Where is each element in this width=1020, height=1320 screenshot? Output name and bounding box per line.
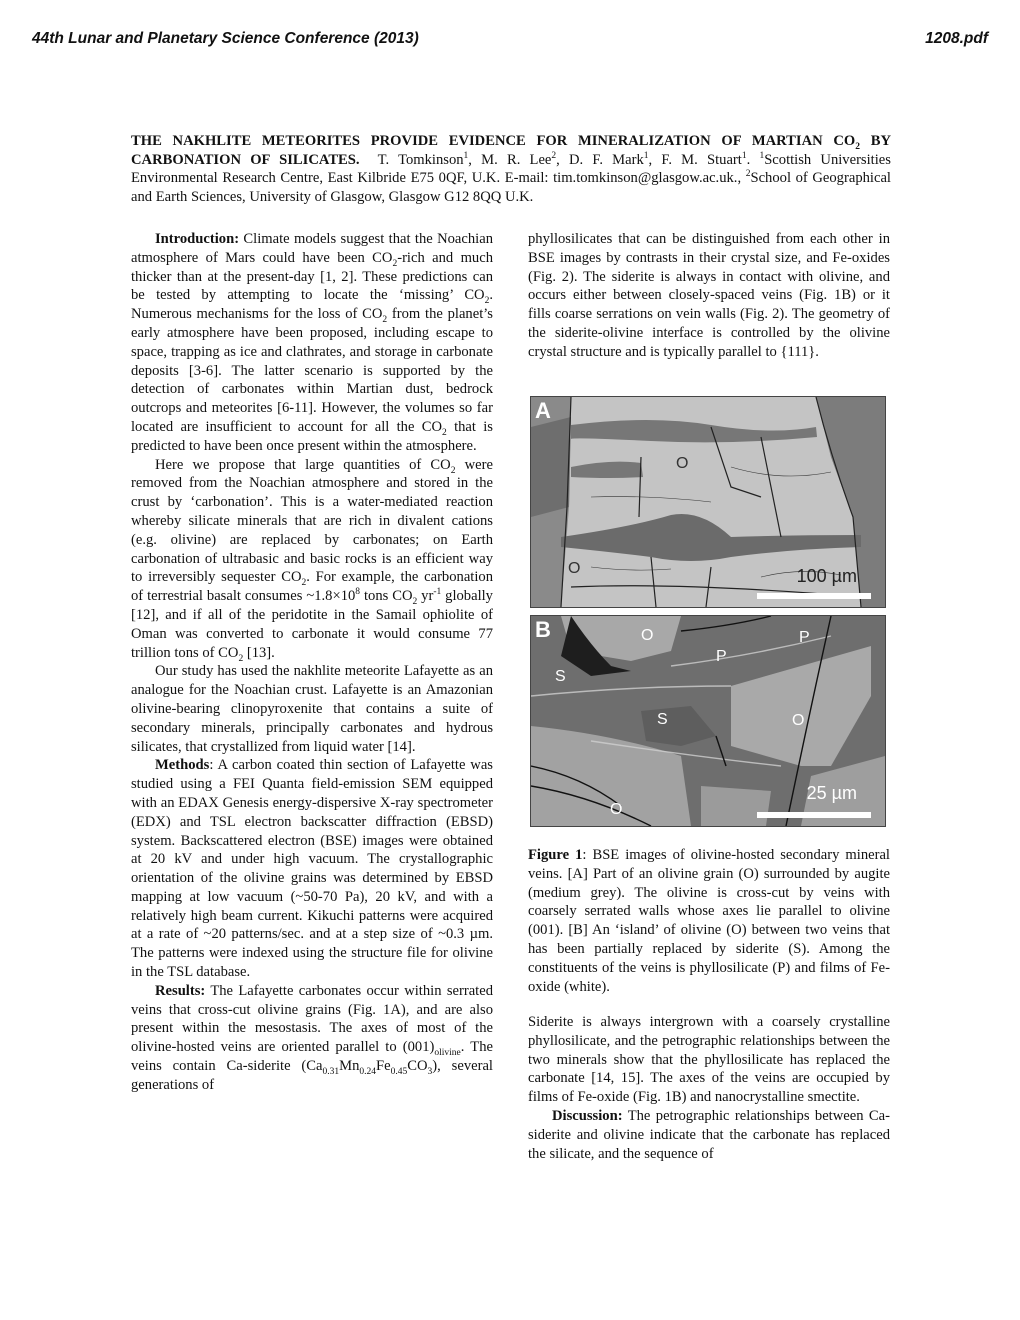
author: D. F. Mark$^1$	[569, 150, 649, 168]
scale-bar	[757, 593, 871, 599]
mineral-label: S	[555, 668, 566, 685]
intro-paragraph-1: Introduction: Climate models suggest that the Noachian atmosphere of Mars could have been $CO_2$-rich and much thicker than at the present-day [1, 2]. These predictions can be tested by attempting to locate the ‘missing’ $CO_2$. Numerous mechanisms for the loss of $CO_2$ from the planet’s early atmosphere have been proposed, including escape to space, trapping as ice and clathrates, and storage in carbonate deposits [3-6]. The latter scenario is supported by the detection of carbonates within Martian dust, bedrock outcrops and meteorites [6-11]. However, the volumes so far located are insufficient to account for all the $CO_2$ that is predicted to have been once present within the atmosphere.	[131, 231, 493, 454]
results-heading: Results:	[155, 982, 206, 999]
methods-heading: Methods	[155, 757, 210, 774]
affiliation-1: $^1$Scottish Universities Environmental Research Centre, East Kilbride E75 0QF, U.K. E-mail: tim.tomkinson@glasgow.ac.uk.,	[131, 150, 891, 187]
results-continued: phyllosilicates that can be distinguished from each other in BSE images by contrasts in their crystal size, and Fe-oxides (Fig. 2). The siderite is always in contact with olivine, and occurs either between closely-spaced veins (Fig. 1B) or it fills coarse serrations on vein walls (Fig. 2). The geometry of the siderite-olivine interface is controlled by the olivine crystal structure and is typically parallel to {111}.	[528, 231, 890, 360]
document-id: 1208.pdf	[925, 30, 988, 47]
affiliation-2: $^2$School of Geographical and Earth Sciences, University of Glasgow, Glasgow G12 8QQ U.K.	[131, 169, 891, 205]
figure-1a-bse-image	[530, 396, 886, 608]
scale-bar-label: 100 µm	[796, 566, 857, 586]
discussion-paragraph: Discussion: The petrographic relationships between Ca-siderite and olivine indicate that the carbonate has replaced the silicate, and the sequence of	[528, 1107, 890, 1162]
mineral-label: O	[568, 560, 581, 577]
mineral-label: P	[716, 648, 727, 665]
conference-header: 44th Lunar and Planetary Science Conference (2013)	[32, 30, 419, 47]
title-block: THE NAKHLITE METEORITES PROVIDE EVIDENCE FOR MINERALIZATION OF MARTIAN $CO_2$ BY CARBONATION OF SILICATES. T. Tomkinson$^1$, M. R. Lee$^2$, D. F. Mark$^1$, F. M. Stuart$^1$. $^1$Scottish Universities Environmental Research Centre, East Kilbride E75 0QF, U.K. E-mail: tim.tomkinson@glasgow.ac.uk., $^2$School of Geographical and Earth Sciences, University of Glasgow, Glasgow G12 8QQ U.K.	[131, 133, 892, 205]
intro-heading: Introduction:	[155, 231, 240, 247]
paper-title-line1: THE NAKHLITE METEORITES PROVIDE EVIDENCE FOR MINERALIZATION OF MARTIAN CO	[131, 133, 856, 149]
methods-paragraph: Methods: A carbon coated thin section of Lafayette was studied using a FEI Quanta field-emission SEM equipped with an EDAX Genesis energy-dispersive X-ray spectrometer (EDX) and TSL electron backscatter diffraction (EBSD) system. Backscattered electron (BSE) images were obtained at 20 kV and under high vacuum. The crystallographic orientation of the olivine grains was determined by EBSD mapping at low vacuum (~50-70 Pa), 20 kV, and with a relatively high beam current. Kikuchi patterns were acquired at a rate of ~20 patterns/sec. and at a step size of ~0.3 µm. The patterns were indexed using the structure file for olivine in the TSL database.	[131, 757, 493, 981]
caption-heading: Figure 1	[528, 847, 583, 863]
author: T. Tomkinson$^1$	[377, 150, 469, 168]
scale-bar	[757, 812, 871, 818]
figure-1b-bse-image	[530, 615, 886, 827]
mineral-label: O	[676, 455, 689, 472]
scale-bar-label: 25 µm	[806, 783, 857, 803]
author: F. M. Stuart$^1$	[661, 150, 747, 168]
panel-label-a: A	[535, 398, 551, 423]
mineral-label: P	[799, 629, 810, 646]
author: M. R. Lee$^2$	[481, 150, 557, 168]
results-paragraph: Results: The Lafayette carbonates occur within serrated veins that cross-cut olivine grains (Fig. 1A), and are also present within the mesostasis. The axes of most of the olivine-hosted veins are oriented parallel to $(001)_{olivine}$. The veins contain Ca-siderite $(Ca_{0.31}Mn_{0.24}Fe_{0.45}CO_3)$, several generations of	[131, 982, 493, 1093]
paper-title-line2: BY CARBONATION OF SILICATES.	[131, 133, 892, 168]
intro-paragraph-2: Here we propose that large quantities of $CO_2$ were removed from the Noachian atmosphere and stored in the crust by ‘carbonation’. This is a water-mediated reaction whereby silicate minerals that are rich in divalent cations (e.g. olivine) are replaced by carbonates; on Earth carbonation of ultrabasic and basic rocks is an efficient way to irreversibly sequester $CO_2$. For example, the carbonation of terrestrial basalt consumes $\sim 1.8\times 10^8$ tons $CO_2$ $yr^{-1}$ globally [12], and if all of the peridotite in the Samail ophiolite of Oman was converted to carbonate it would consume 77 trillion tons of $CO_2$ [13].	[131, 456, 494, 664]
right-column-top	[528, 230, 890, 362]
mineral-label: S	[657, 711, 668, 728]
figure-1-caption: Figure 1: BSE images of olivine-hosted secondary mineral veins. [A] Part of an olivine grain (O) surrounded by augite (medium grey). The olivine is cross-cut by veins with coarsely serrated walls whose axes lie parallel to olivine (001). [B] An ‘island’ of olivine (O) between two veins that has been partially replaced by siderite (S). Among the constituents of the veins is phyllosilicate (P) and films of Fe-oxide (white).	[528, 847, 890, 995]
panel-label-b: B	[535, 617, 551, 642]
intro-paragraph-3: Our study has used the nakhlite meteorite Lafayette as an analogue for the Noachian crust. Lafayette is an Amazonian olivine-bearing clinopyroxenite that contains a suite of secondary minerals, principally carbonates and hydrous silicates, that crystallized from liquid water [14].	[131, 663, 493, 755]
discussion-heading: Discussion:	[552, 1107, 623, 1124]
mineral-label: O	[610, 801, 623, 818]
right-column-bottom	[528, 1013, 890, 1163]
title-subscript: 2	[855, 141, 861, 152]
mineral-label: O	[641, 627, 654, 644]
mineral-label: O	[792, 712, 805, 729]
left-column	[131, 230, 493, 1095]
results-after-figure: Siderite is always intergrown with a coarsely crystalline phyllosilicate, and the petrographic relationships between the two minerals show that the phyllosilicate has replaced the carbonate [14, 15]. The axes of the veins are occupied by films of Fe-oxide (Fig. 1B) and nanocrystalline smectite.	[528, 1014, 890, 1106]
